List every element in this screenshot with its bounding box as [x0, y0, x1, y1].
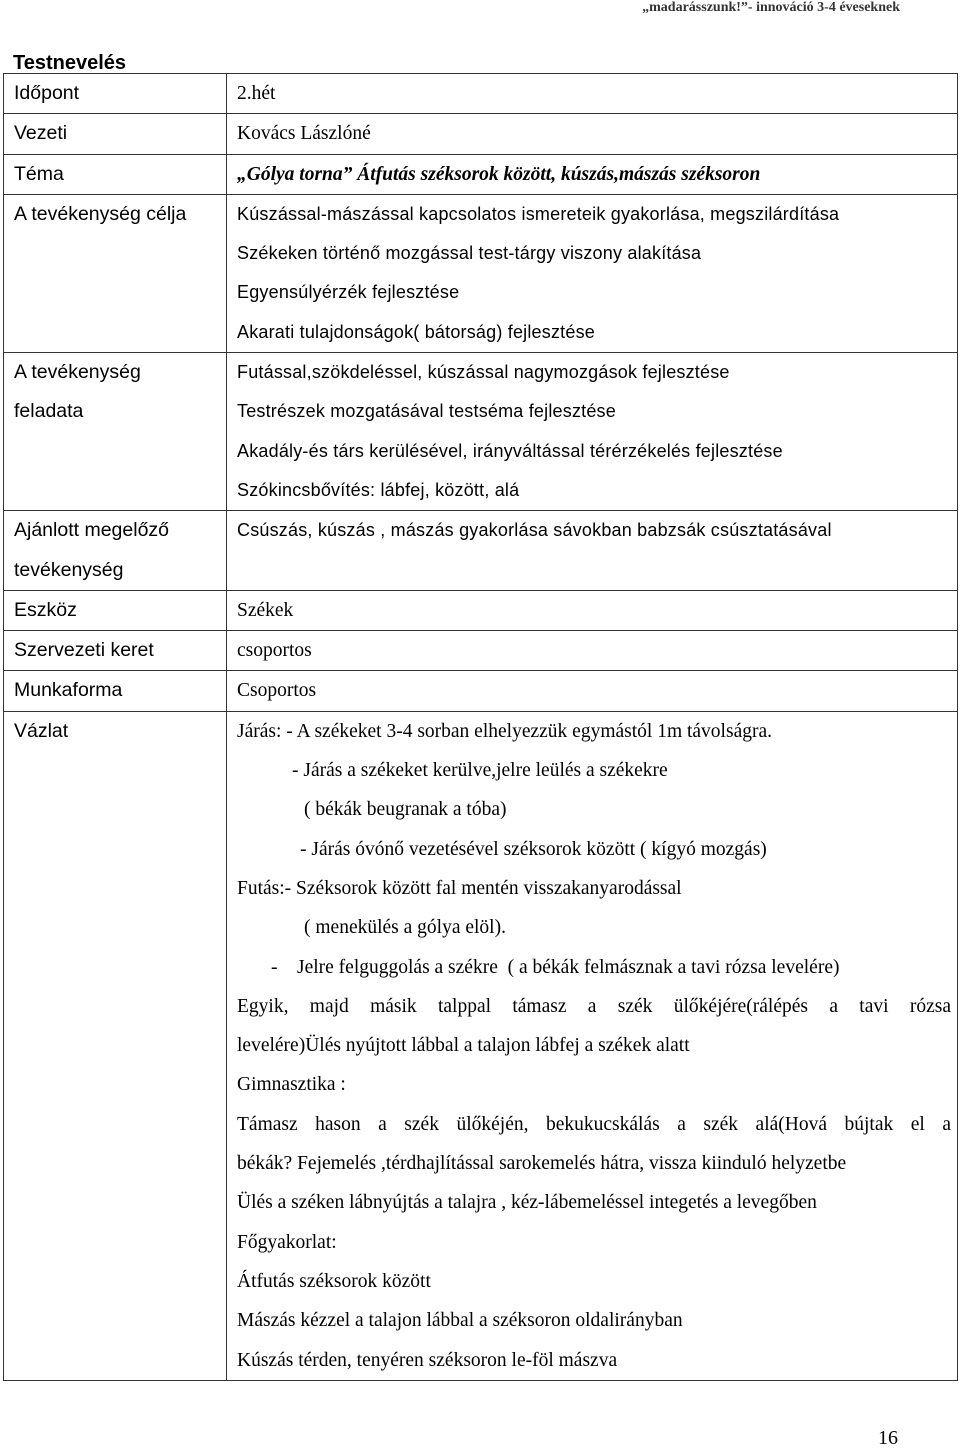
label-vazlat: Vázlat [4, 711, 227, 1380]
outline-subheading: Főgyakorlat: [237, 1231, 337, 1253]
outline-line: Ülés a széken lábnyújtás a talajra , kéz-lábemeléssel integetés a levegőben [237, 1192, 817, 1214]
value-munkaforma: Csoportos [227, 671, 958, 711]
row-idopont [4, 74, 958, 114]
outline-line: - Járás óvónő vezetésével széksorok között ( kígyó mozgás) [300, 838, 767, 860]
label-eszkoz: Eszköz [4, 590, 227, 630]
outline-line: Átfutás széksorok között [237, 1270, 431, 1292]
running-header: „madarásszunk!”- innováció 3-4 éveseknek [642, 0, 900, 15]
row-munkaforma [4, 671, 958, 711]
label-idopont: Időpont [4, 74, 227, 114]
row-eszkoz [4, 590, 958, 630]
outline-line: - Járás a székeket kerülve,jelre leülés a székekre [292, 760, 668, 782]
task-line: Akadály-és társ kerülésével, irányváltással térérzékelés fejlesztése [237, 440, 783, 461]
goal-line: Székeken történő mozgással test-tárgy viszony alakítása [237, 243, 702, 264]
goal-line: Egyensúlyérzék fejlesztése [237, 282, 460, 303]
row-celja [4, 194, 958, 352]
lesson-plan-table [3, 73, 958, 1381]
outline-line: Egyik, majd másik talppal támasz a szék ülőkéjére(rálépés a tavi rózsa [237, 995, 951, 1017]
goal-line: Akarati tulajdonságok( bátorság) fejlesztése [237, 321, 595, 342]
task-line: Szókincsbővítés: lábfej, között, alá [237, 479, 520, 500]
value-keret: csoportos [227, 631, 958, 671]
task-line: Futással,szökdeléssel, kúszással nagymozgások fejlesztése [237, 362, 730, 383]
outline-subheading: Gimnasztika : [237, 1074, 346, 1096]
value-vezeti: Kovács Lászlóné [227, 114, 958, 154]
outline-line: Járás: - A székeket 3-4 sorban elhelyezzük egymástól 1m távolságra. [237, 720, 772, 742]
page-number: 16 [878, 1427, 898, 1449]
outline-line: ( békák beugranak a tóba) [304, 799, 507, 821]
value-feladata [227, 353, 958, 511]
label-celja: A tevékenység célja [4, 194, 227, 352]
outline-line: békák? Fejemelés ,térdhajlítással sarokemelés hátra, vissza kiinduló helyzetbe [237, 1153, 847, 1175]
label-vezeti: Vezeti [4, 114, 227, 154]
document-title: Testnevelés [13, 52, 127, 74]
row-megelozo [4, 511, 958, 591]
label-keret: Szervezeti keret [4, 631, 227, 671]
outline-line: Mászás kézzel a talajon lábbal a széksoron oldalirányban [237, 1310, 683, 1332]
outline-line: Futás:- Széksorok között fal mentén visszakanyarodással [237, 877, 682, 899]
row-vazlat [4, 711, 958, 1380]
value-megelozo: Csúszás, kúszás , mászás gyakorlása sávokban babzsák csúsztatásával [227, 511, 958, 591]
outline-line: levelére)Ülés nyújtott lábbal a talajon lábfej a székek alatt [237, 1035, 690, 1057]
task-line: Testrészek mozgatásával testséma fejlesztése [237, 401, 616, 422]
value-tema: „Gólya torna” Átfutás széksorok között, kúszás,mászás széksoron [227, 154, 958, 194]
outline-line: Kúszás térden, tenyéren széksoron le-föl mászva [237, 1349, 618, 1371]
outline-line: ( menekülés a gólya elöl). [304, 917, 506, 939]
outline-line: Támasz hason a szék ülőkéjén, bekukucskálás a szék alá(Hová bújtak el a [237, 1113, 951, 1135]
value-eszkoz: Székek [227, 590, 958, 630]
row-feladata [4, 353, 958, 511]
label-munkaforma: Munkaforma [4, 671, 227, 711]
outline-line: - Jelre felguggolás a székre ( a békák felmásznak a tavi rózsa levelére) [271, 956, 840, 978]
value-celja [227, 194, 958, 352]
value-vazlat [227, 711, 958, 1380]
goal-line: Kúszással-mászással kapcsolatos ismereteik gyakorlása, megszilárdítása [237, 203, 840, 224]
label-megelozo: Ajánlott megelőző tevékenység [4, 511, 227, 591]
value-idopont: 2.hét [227, 74, 958, 114]
row-vezeti [4, 114, 958, 154]
row-keret [4, 631, 958, 671]
row-tema [4, 154, 958, 194]
label-feladata: A tevékenység feladata [4, 353, 227, 511]
label-tema: Téma [4, 154, 227, 194]
